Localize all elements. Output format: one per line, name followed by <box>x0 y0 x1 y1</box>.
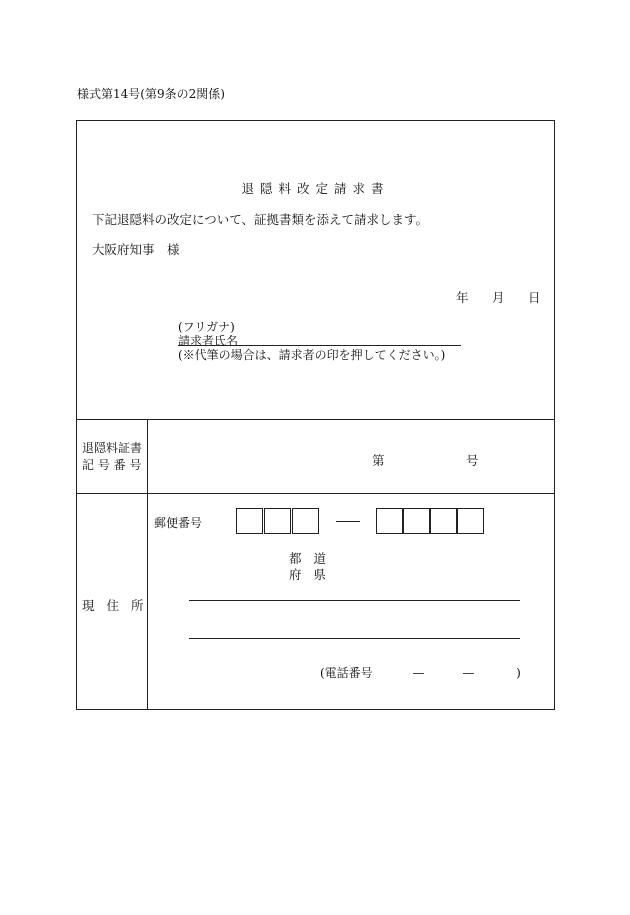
request-text: 下記退隠料の改定について、証拠書類を添えて請求します。 <box>92 212 429 227</box>
claimant-name-label: 請求者氏名 <box>178 334 239 348</box>
phone-label: (電話番号 <box>320 666 373 680</box>
certificate-label-line2: 記 号 番 号 <box>82 458 142 472</box>
date-year-label: 年 <box>456 290 469 305</box>
date-month-label: 月 <box>492 290 505 305</box>
date-day-label: 日 <box>528 290 541 305</box>
phone-close: ) <box>516 666 521 680</box>
form-id: 様式第14号(第9条の2関係) <box>77 87 225 101</box>
certificate-label-line1: 退隠料証書 <box>82 441 143 455</box>
addressee: 大阪府知事 様 <box>92 242 180 257</box>
address-line-2[interactable] <box>189 638 520 639</box>
furigana-label: (フリガナ) <box>178 320 235 334</box>
prefecture-label-line1: 都道 <box>289 551 339 566</box>
certificate-dai-label: 第 <box>372 453 385 468</box>
postal-digit-box[interactable] <box>430 508 457 534</box>
phone-number-row <box>320 664 521 681</box>
postal-digit-box[interactable] <box>403 508 430 534</box>
phone-dash: — <box>462 666 475 680</box>
address-label: 現住所 <box>82 598 156 613</box>
postal-code-label: 郵便番号 <box>154 516 203 530</box>
postal-digit-box[interactable] <box>236 508 263 534</box>
postal-digit-box[interactable] <box>264 508 291 534</box>
form-title: 退隠料改定請求書 <box>241 181 390 196</box>
certificate-number-label <box>82 440 142 474</box>
postal-digit-box[interactable] <box>292 508 319 534</box>
postal-digit-box[interactable] <box>376 508 403 534</box>
prefecture-label-line2: 府県 <box>289 567 339 582</box>
proxy-note: (※代筆の場合は、請求者の印を押してください。) <box>178 348 446 362</box>
column-divider <box>147 419 148 710</box>
address-line-1[interactable] <box>189 600 520 601</box>
phone-dash: — <box>412 666 425 680</box>
postal-digit-box[interactable] <box>457 508 484 534</box>
postal-separator <box>336 521 360 522</box>
certificate-go-label: 号 <box>466 453 479 468</box>
